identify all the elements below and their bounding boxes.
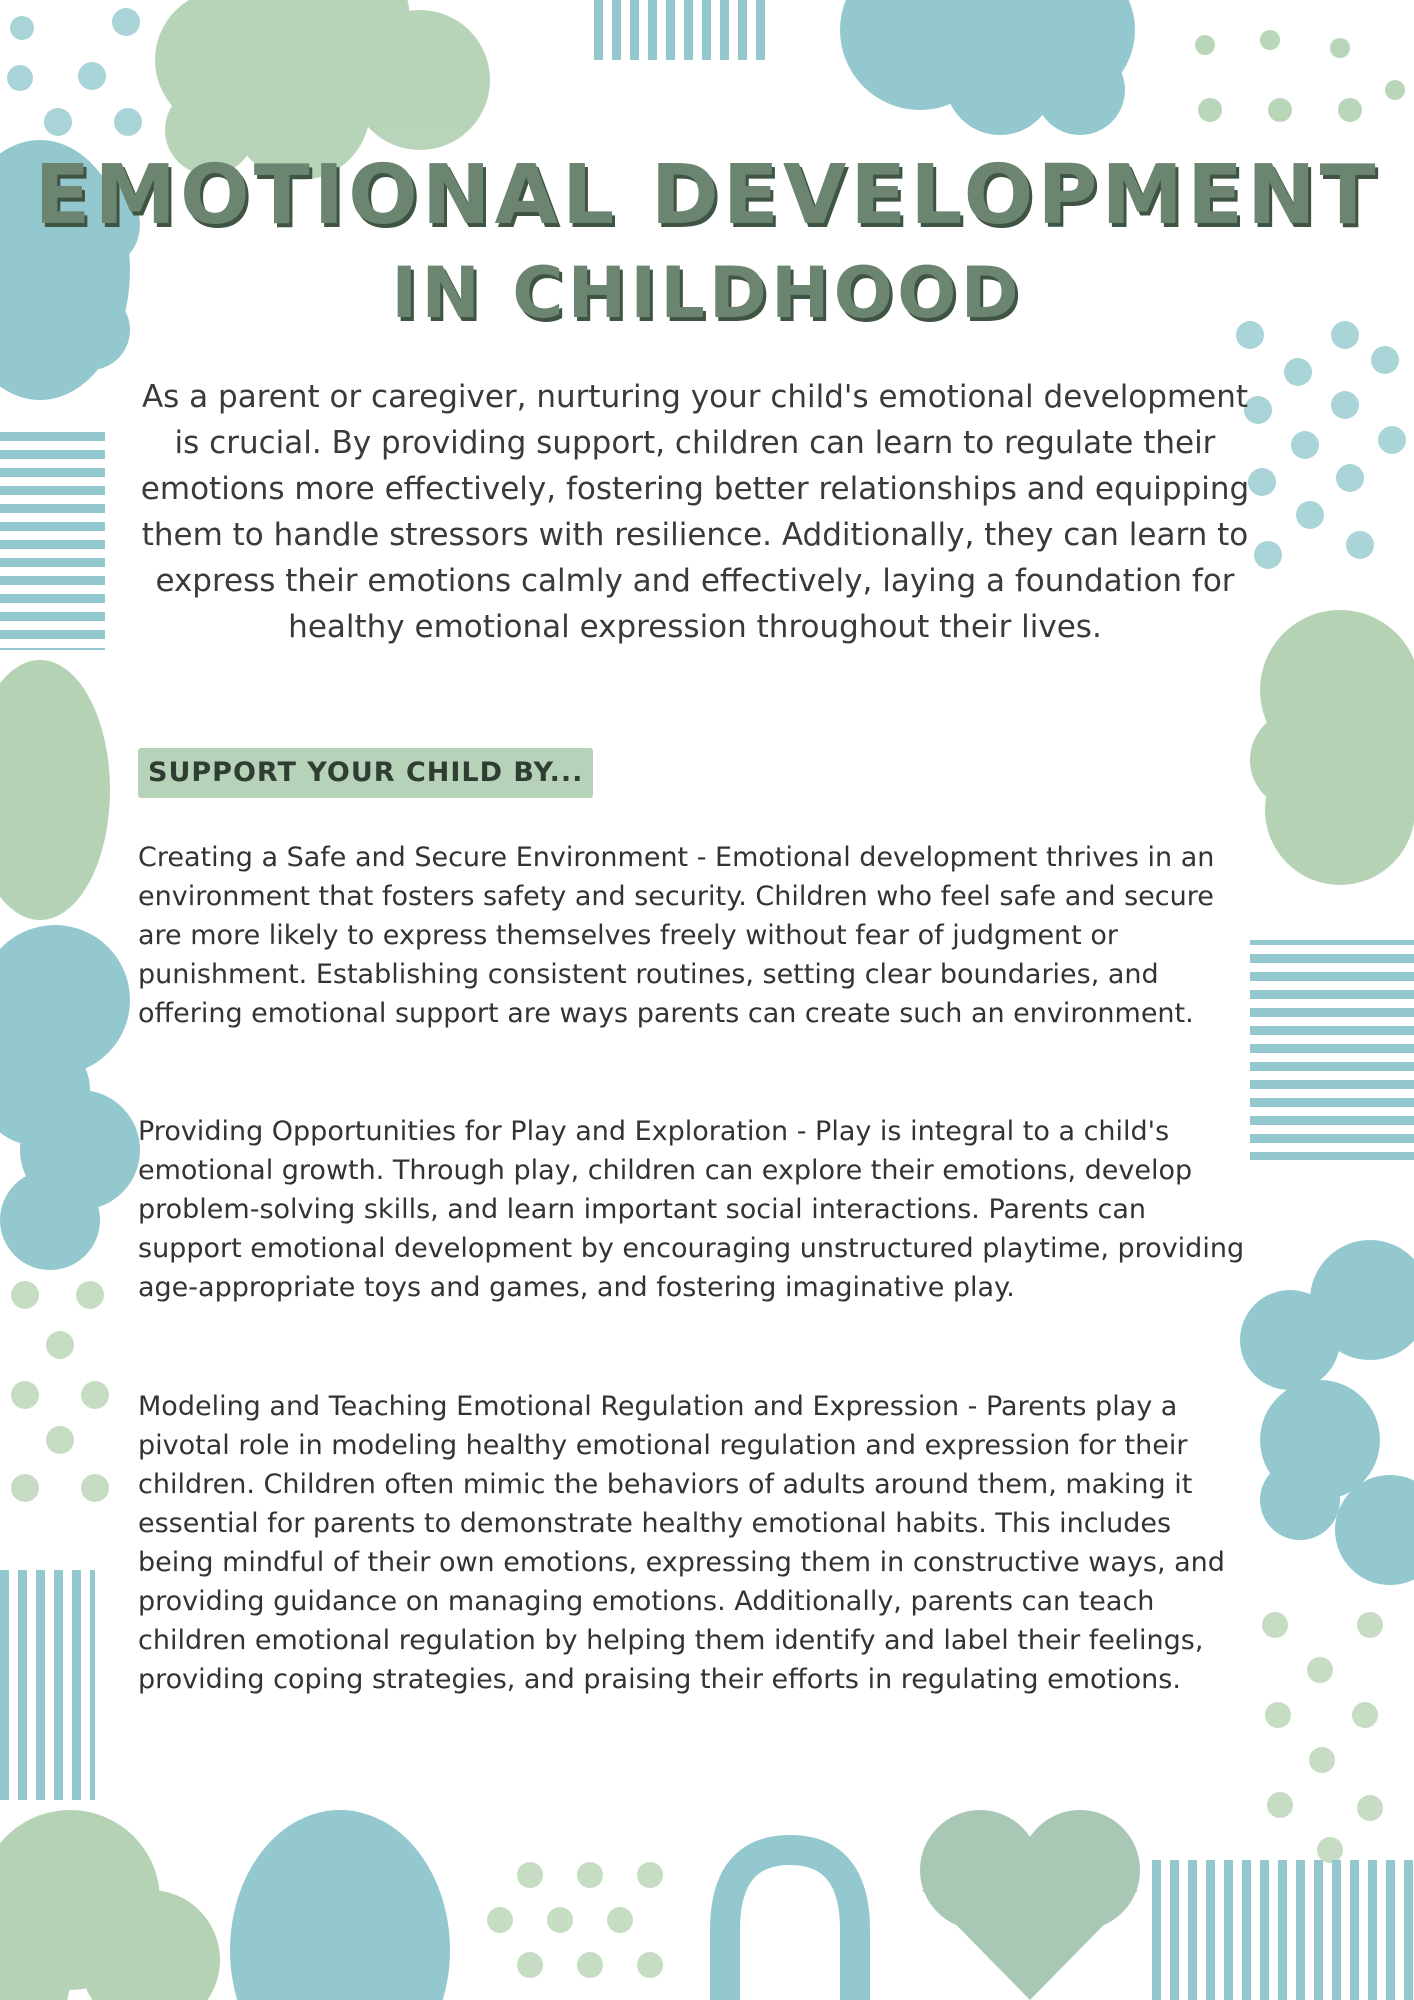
tip-paragraph-safe-environment: Creating a Safe and Secure Environment - Emotional development thrives in an environment that fosters safety and security. Children who feel safe and secure are more likely to express themselves freely without fear of judgment or punishment. Establishing consistent routines, setting clear boundaries, and offering emotional support are ways parents can create such an environment. <box>138 842 1215 1029</box>
page-subtitle: IN CHILDHOOD <box>391 252 1023 334</box>
page-title: EMOTIONAL DEVELOPMENT <box>34 148 1380 243</box>
intro-paragraph: As a parent or caregiver, nurturing your child's emotional development is crucial. By providing support, children can learn to regulate their emotions more effectively, fostering better relationships and equipping them to handle stressors with resilience. Additionally, they can learn to express their emotions calmly and effectively, laying a foundation for healthy emotional expression throughout their lives. <box>140 379 1250 645</box>
tip-paragraph-play: Providing Opportunities for Play and Exploration - Play is integral to a child's emotional growth. Through play, children can explore their emotions, develop problem-solving skills, and learn important social interactions. Parents can support emotional development by encouraging unstructured playtime, providing age-appropriate toys and games, and fostering imaginative play. <box>138 1116 1245 1303</box>
section-label: SUPPORT YOUR CHILD BY... <box>138 748 593 798</box>
tip-paragraph-regulation: Modeling and Teaching Emotional Regulation and Expression - Parents play a pivotal role in modeling healthy emotional regulation and expression for their children. Children often mimic the behaviors of adults around them, making it essential for parents to demonstrate healthy emotional habits. This includes being mindful of their own emotions, expressing them in constructive ways, and providing guidance on managing emotions. Additionally, parents can teach children emotional regulation by helping them identify and label their feelings, providing coping strategies, and praising their efforts in regulating emotions. <box>138 1391 1225 1695</box>
